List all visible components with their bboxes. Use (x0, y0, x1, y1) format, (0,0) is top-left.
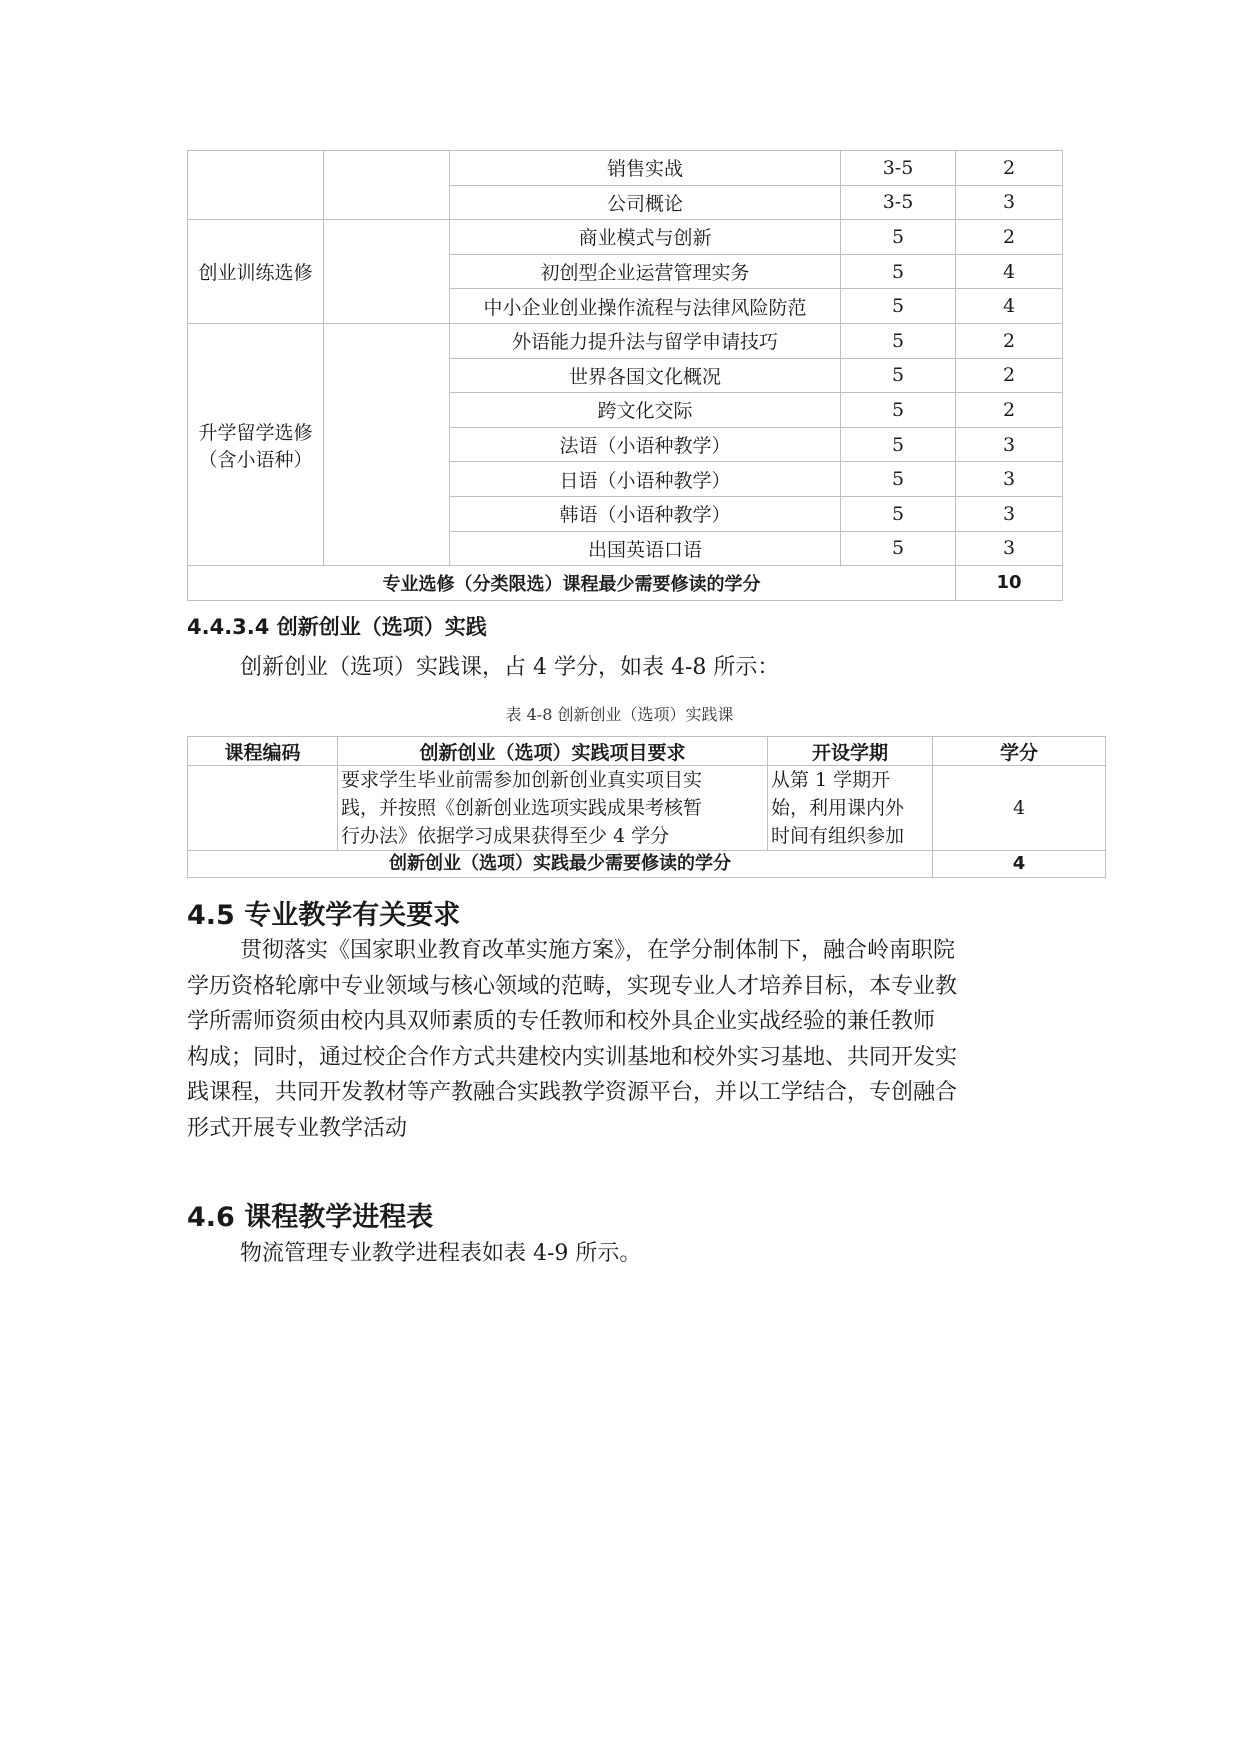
requirement-line: 要求学生毕业前需参加创新创业真实项目实 (341, 769, 703, 791)
column-header: 学分 (933, 737, 1106, 766)
semester-cell (768, 766, 933, 851)
code-cell (324, 151, 450, 220)
paragraph-line: 学历资格轮廓中专业领域与核心领域的范畴，实现专业人才培养目标，本专业教 (187, 973, 958, 999)
course-name: 销售实战 (450, 151, 841, 186)
code-cell (324, 323, 450, 565)
summary-label: 创新创业（选项）实践最少需要修读的学分 (188, 851, 933, 878)
credit: 3 (956, 531, 1063, 566)
credit: 3 (956, 185, 1063, 220)
column-header: 创新创业（选项）实践项目要求 (338, 737, 768, 766)
semester: 5 (841, 254, 956, 289)
course-name: 中小企业创业操作流程与法律风险防范 (450, 289, 841, 324)
credit: 3 (956, 427, 1063, 462)
course-name: 韩语（小语种教学） (450, 496, 841, 531)
semester: 5 (841, 289, 956, 324)
course-name: 商业模式与创新 (450, 220, 841, 255)
semester-line: 时间有组织参加 (771, 825, 905, 847)
section-heading-4-6: 4.6 课程教学进程表 (187, 1202, 434, 1233)
summary-row (188, 851, 1106, 878)
course-name: 初创型企业运营管理实务 (450, 254, 841, 289)
credit: 2 (956, 323, 1063, 358)
table-caption: 表 4-8 创新创业（选项）实践课 (505, 705, 734, 724)
semester-line: 始，利用课内外 (771, 797, 905, 819)
paragraph-line: 践课程，共同开发教材等产教融合实践教学资源平台，并以工学结合，专创融合 (187, 1080, 958, 1105)
semester: 5 (841, 496, 956, 531)
credit: 4 (933, 766, 1106, 851)
course-name: 日语（小语种教学） (450, 462, 841, 497)
group-label-entrepreneurship: 创业训练选修 (188, 220, 324, 324)
column-header: 课程编码 (188, 737, 338, 766)
table-row (188, 323, 1063, 358)
innovation-practice-table (187, 736, 1106, 878)
table-row (188, 151, 1063, 186)
credit: 3 (956, 496, 1063, 531)
course-name: 外语能力提升法与留学申请技巧 (450, 323, 841, 358)
credit: 4 (956, 289, 1063, 324)
paragraph-line: 贯彻落实《国家职业教育改革实施方案》，在学分制体制下，融合岭南职院 (240, 938, 956, 963)
credit: 3 (956, 462, 1063, 497)
summary-row (188, 566, 1063, 601)
table-row (188, 220, 1063, 255)
semester: 5 (841, 462, 956, 497)
semester: 5 (841, 427, 956, 462)
section-heading-4-5: 4.5 专业教学有关要求 (187, 900, 461, 931)
summary-value: 4 (933, 851, 1106, 878)
semester: 5 (841, 220, 956, 255)
course-name: 世界各国文化概况 (450, 358, 841, 393)
credit: 2 (956, 220, 1063, 255)
credit: 2 (956, 358, 1063, 393)
course-name: 跨文化交际 (450, 393, 841, 428)
section-intro: 创新创业（选项）实践课，占 4 学分，如表 4-8 所示： (240, 655, 780, 680)
course-code (188, 766, 338, 851)
summary-label: 专业选修（分类限选）课程最少需要修读的学分 (188, 566, 956, 601)
course-name: 出国英语口语 (450, 531, 841, 566)
course-name: 法语（小语种教学） (450, 427, 841, 462)
semester: 3-5 (841, 185, 956, 220)
semester: 3-5 (841, 151, 956, 186)
credit: 4 (956, 254, 1063, 289)
group-cell (188, 151, 324, 220)
elective-course-table (187, 150, 1063, 601)
section-heading-4-4-3-4: 4.4.3.4 创新创业（选项）实践 (187, 615, 487, 639)
course-name: 公司概论 (450, 185, 841, 220)
section-4-5-paragraph (187, 933, 1055, 1146)
summary-value: 10 (956, 566, 1063, 601)
code-cell (324, 220, 450, 324)
column-header: 开设学期 (768, 737, 933, 766)
semester: 5 (841, 393, 956, 428)
semester-line: 从第 1 学期开 (771, 769, 891, 791)
section-4-6-text: 物流管理专业教学进程表如表 4-9 所示。 (240, 1241, 642, 1266)
group-label-line: （含小语种） (198, 448, 313, 471)
group-label-study-abroad (188, 323, 324, 565)
requirement-cell (338, 766, 768, 851)
table-row (188, 766, 1106, 851)
requirement-line: 践，并按照《创新创业选项实践成果考核暂 (341, 797, 703, 819)
semester: 5 (841, 323, 956, 358)
semester: 5 (841, 358, 956, 393)
paragraph-line: 形式开展专业教学活动 (187, 1115, 408, 1141)
requirement-line: 行办法》依据学习成果获得至少 4 学分 (341, 825, 670, 847)
credit: 2 (956, 393, 1063, 428)
semester: 5 (841, 531, 956, 566)
paragraph-line: 学所需师资须由校内具双师素质的专任教师和校外具企业实战经验的兼任教师 (187, 1009, 936, 1034)
table-header-row (188, 737, 1106, 766)
credit: 2 (956, 151, 1063, 186)
paragraph-line: 构成；同时，通过校企合作方式共建校内实训基地和校外实习基地、共同开发实 (187, 1044, 958, 1070)
group-label-line: 升学留学选修 (198, 421, 313, 444)
